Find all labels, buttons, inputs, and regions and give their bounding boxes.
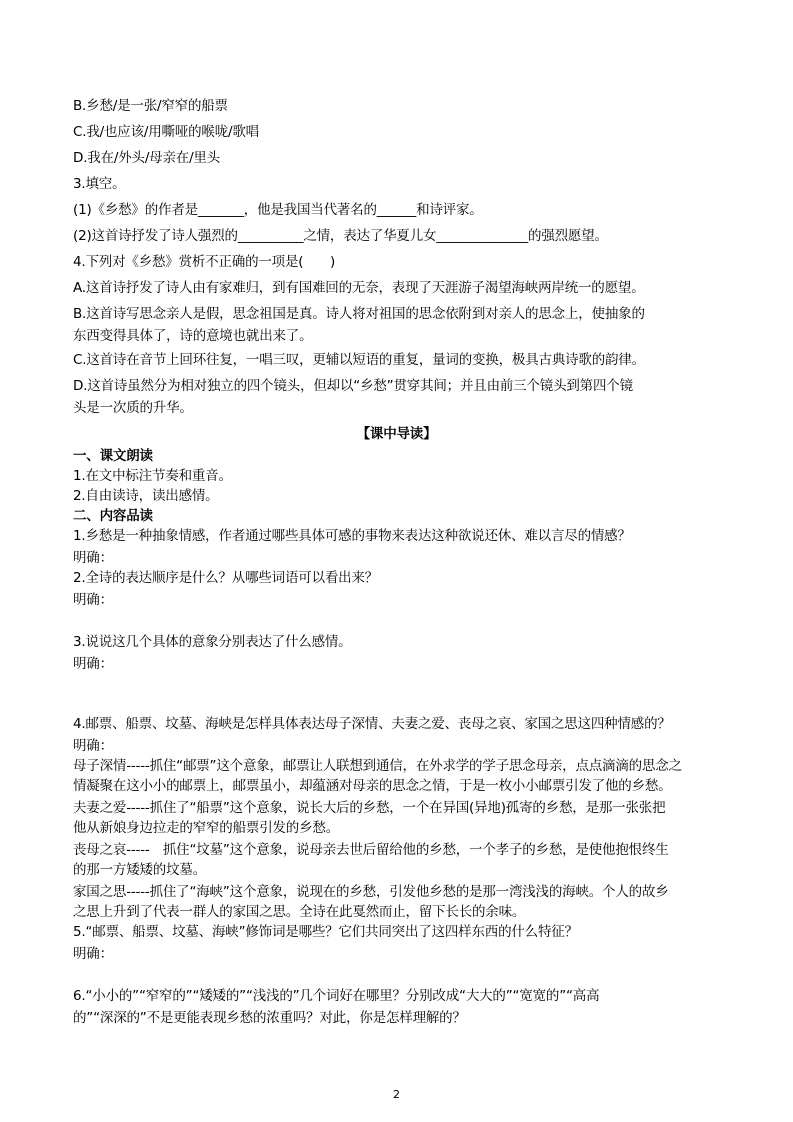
q4-option-d: D.这首诗虽然分为相对独立的四个镜头，但却以“乡愁”贯穿其间；并且由前三个镜头到第四个镜 — [73, 378, 633, 394]
fill-blank-1: (1)《乡愁》的作者是_______，他是我国当代著名的______和诗评家。 — [73, 202, 483, 218]
answer-paragraph-line: 丧母之哀----- 抓住“坟墓”这个意象，说母亲去世后留给他的乡愁，一个孝子的乡愁，是使他抱恨终生 — [73, 842, 669, 858]
section-title: 【课中导读】 — [356, 426, 437, 442]
q4-option-c: C.这首诗在音节上回环往复，一唱三叹，更辅以短语的重复，量词的变换，极具古典诗歌的韵律。 — [73, 352, 645, 368]
subsection-content: 二、内容品读 — [73, 508, 153, 524]
reading-item-1: 1.在文中标注节奏和重音。 — [73, 468, 232, 484]
answer-paragraph-line: 的那一方矮矮的坟墓。 — [73, 862, 206, 878]
content-question-4: 4.邮票、船票、坟墓、海峡是怎样具体表达母子深情、夫妻之爱、丧母之哀、家国之思这四种情感的？ — [73, 716, 671, 732]
option-d-line: D.我在/外头/母亲在/里头 — [73, 150, 221, 166]
content-question-5: 5.“邮票、船票、坟墓、海峡”修饰词是哪些？它们共同突出了这四样东西的什么特征？ — [73, 924, 578, 940]
answer-paragraph-line: 夫妻之爱-----抓住了“船票”这个意象，说长大后的乡愁，一个在异国(异地)孤寄的乡愁，是那一张张把 — [73, 800, 666, 816]
content-question-6-cont: 的”“深深的”不是更能表现乡愁的浓重吗？对此，你是怎样理解的？ — [73, 1010, 466, 1026]
fill-blank-2: (2)这首诗抒发了诗人强烈的__________之情，表达了华夏儿女______________的强烈愿望。 — [73, 228, 608, 244]
answer-label: 明确： — [73, 550, 113, 566]
answer-paragraph-line: 情凝聚在这小小的邮票上，邮票虽小，却蕴涵对母亲的思念之情，于是一枚小小邮票引发了他的乡愁。 — [73, 778, 672, 794]
q4-option-a: A.这首诗抒发了诗人由有家难归，到有国难回的无奈，表现了天涯游子渴望海峡两岸统一的愿望。 — [73, 280, 645, 296]
answer-label: 明确： — [73, 656, 113, 672]
answer-paragraph-line: 母子深情-----抓住“邮票”这个意象，邮票让人联想到通信，在外求学的学子思念母亲，点点滴滴的思念之 — [73, 758, 682, 774]
q4-option-d-cont: 头是一次质的升华。 — [73, 400, 193, 416]
option-c-line: C.我/也应该/用嘶哑的喉咙/歌唱 — [73, 124, 259, 140]
question-3-heading: 3.填空。 — [73, 176, 126, 192]
answer-label: 明确： — [73, 946, 113, 962]
answer-paragraph-line: 之思上升到了代表一群人的家国之思。全诗在此戛然而止，留下长长的余味。 — [73, 904, 526, 920]
page-number: 2 — [393, 1088, 400, 1101]
answer-label: 明确： — [73, 738, 113, 754]
content-question-2: 2.全诗的表达顺序是什么？从哪些词语可以看出来？ — [73, 570, 379, 586]
answer-paragraph-line: 他从新娘身边拉走的窄窄的船票引发的乡愁。 — [73, 820, 339, 836]
question-4-heading: 4.下列对《乡愁》赏析不正确的一项是( ) — [73, 254, 336, 270]
reading-item-2: 2.自由读诗，读出感情。 — [73, 488, 219, 504]
answer-paragraph-line: 家国之思-----抓住了“海峡”这个意象，说现在的乡愁，引发他乡愁的是那一湾浅浅的海峡。个人的故乡 — [73, 884, 669, 900]
answer-label: 明确： — [73, 592, 113, 608]
q4-option-b: B.这首诗写思念亲人是假，思念祖国是真。诗人将对祖国的思念依附到对亲人的思念上，使抽象的 — [73, 306, 645, 322]
option-b-line: B.乡愁/是一张/窄窄的船票 — [73, 98, 228, 114]
content-question-6: 6.“小小的”“窄窄的”“矮矮的”“浅浅的”几个词好在哪里？分别改成“大大的”“宽宽的”“高高 — [73, 988, 600, 1004]
content-question-1: 1.乡愁是一种抽象情感，作者通过哪些具体可感的事物来表达这种欲说还休、难以言尽的情感？ — [73, 528, 631, 544]
subsection-reading: 一、课文朗读 — [73, 448, 153, 464]
q4-option-b-cont: 东西变得具体了，诗的意境也就出来了。 — [73, 328, 313, 344]
content-question-3: 3.说说这几个具体的意象分别表达了什么感情。 — [73, 634, 352, 650]
